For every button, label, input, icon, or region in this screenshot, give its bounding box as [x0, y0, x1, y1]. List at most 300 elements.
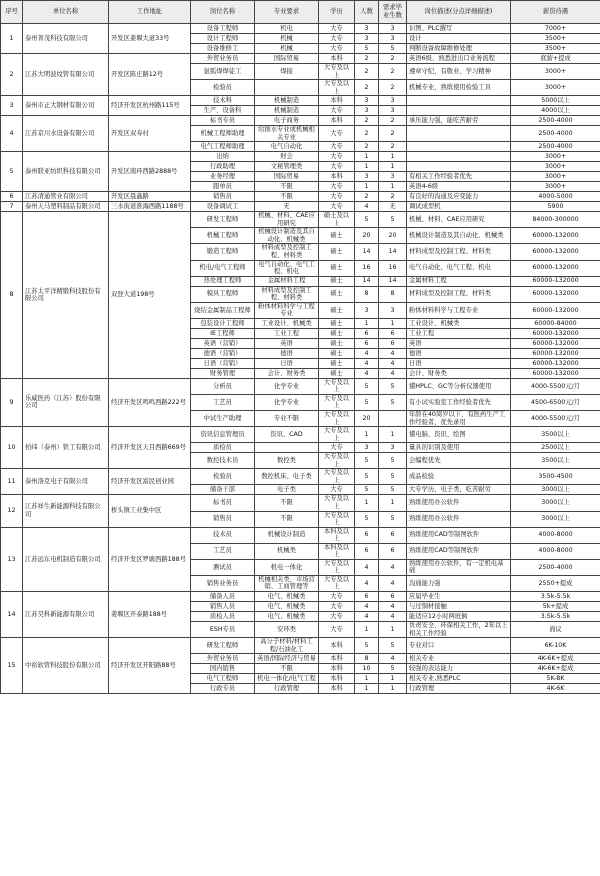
job-title: 财务管理 — [191, 368, 255, 378]
job-title: 资讯信息管理员 — [191, 427, 255, 443]
major-requirement: 电气自动化、电气工程、机电 — [255, 260, 319, 276]
graduate-count: 5 — [379, 511, 407, 527]
salary: 60000-132000 — [511, 286, 600, 302]
headcount: 4 — [355, 575, 379, 591]
job-title: 设计工程师 — [191, 34, 255, 44]
major-requirement: 英语/国际经济与贸易 — [255, 654, 319, 664]
graduate-count: 3 — [379, 34, 407, 44]
salary: 3000+ — [511, 172, 600, 182]
job-description: 熟练使用办公软件 — [407, 495, 511, 511]
company-address: 开发区南环西路2888号 — [109, 152, 191, 192]
graduate-count: 1 — [379, 684, 407, 694]
major-requirement: 工业工程 — [255, 328, 319, 338]
job-description — [407, 126, 511, 142]
major-requirement: 机械制造 — [255, 106, 319, 116]
job-description: 熟练使用CAD等制图软件 — [407, 527, 511, 543]
headcount: 4 — [355, 202, 379, 212]
company-address: 经济开发区富民创业园 — [109, 469, 191, 495]
headcount: 2 — [355, 116, 379, 126]
company-number: 14 — [1, 591, 23, 637]
headcount: 2 — [355, 142, 379, 152]
header-cell: 岗位名称 — [191, 1, 255, 24]
table-row — [1, 638, 600, 654]
job-description: 专业对口 — [407, 638, 511, 654]
table-row — [1, 212, 600, 228]
job-description — [407, 162, 511, 172]
graduate-count: 5 — [379, 469, 407, 485]
table-row — [1, 116, 600, 126]
education: 大专及以上 — [319, 453, 355, 469]
table-body — [1, 24, 600, 694]
graduate-count: 5 — [379, 453, 407, 469]
job-title: 质检员 — [191, 443, 255, 453]
salary: 4000-8000 — [511, 543, 600, 559]
headcount: 2 — [355, 54, 379, 64]
job-description: 相关专业,熟悉PLC — [407, 674, 511, 684]
headcount: 4 — [355, 348, 379, 358]
education: 本科 — [319, 116, 355, 126]
salary: 4000-5000 — [511, 192, 600, 202]
education: 本科 — [319, 638, 355, 654]
graduate-count: 4 — [379, 348, 407, 358]
graduate-count: 14 — [379, 244, 407, 260]
header-cell: 薪资待遇 — [511, 1, 600, 24]
graduate-count: 20 — [379, 228, 407, 244]
major-requirement: 机械设计制造及其自动化、机械类 — [255, 228, 319, 244]
education: 本科 — [319, 684, 355, 694]
major-requirement: 给排水专业或机械相关专业 — [255, 126, 319, 142]
major-requirement: 不限 — [255, 182, 319, 192]
education: 大专 — [319, 34, 355, 44]
graduate-count: 16 — [379, 260, 407, 276]
job-title: 包装设计工程师 — [191, 318, 255, 328]
major-requirement: 机械、材料、CAE应用研究 — [255, 212, 319, 228]
major-requirement: 电气、机械类 — [255, 611, 319, 621]
education: 大专 — [319, 106, 355, 116]
company-address: 开发区晨鑫路 — [109, 192, 191, 202]
company-address: 开发区陈庄路12号 — [109, 54, 191, 96]
education: 大专 — [319, 591, 355, 601]
table-row — [1, 24, 600, 34]
graduate-count: 4 — [379, 559, 407, 575]
job-title: 行政助理 — [191, 162, 255, 172]
salary: 3500+ — [511, 44, 600, 54]
education: 硕士 — [319, 368, 355, 378]
education: 硕士 — [319, 358, 355, 368]
job-description: 相关专业 — [407, 654, 511, 664]
education: 硕士 — [319, 328, 355, 338]
job-title: 英语（营销） — [191, 338, 255, 348]
company-name: 江苏清通管业有限公司 — [23, 192, 109, 202]
job-title: 业务经理 — [191, 172, 255, 182]
graduate-count: 2 — [379, 126, 407, 142]
salary: 84000-300000 — [511, 212, 600, 228]
graduate-count: 1 — [379, 182, 407, 192]
job-description — [407, 106, 511, 116]
graduate-count: 2 — [379, 116, 407, 126]
company-number: 10 — [1, 427, 23, 469]
major-requirement: 机电 — [255, 24, 319, 34]
company-number: 15 — [1, 638, 23, 694]
company-number: 4 — [1, 116, 23, 152]
education: 大专及以上 — [319, 575, 355, 591]
job-title: 工艺员 — [191, 543, 255, 559]
job-description: 应届毕业生 — [407, 591, 511, 601]
major-requirement: 不限 — [255, 192, 319, 202]
job-description: 识图、PLC撰写 — [407, 24, 511, 34]
headcount: 14 — [355, 244, 379, 260]
headcount: 8 — [355, 654, 379, 664]
job-title: 行政专员 — [191, 684, 255, 694]
education: 硕士及以上 — [319, 212, 355, 228]
education: 大专及以上 — [319, 378, 355, 394]
job-title: 数控技术员 — [191, 453, 255, 469]
job-title: 标书专员 — [191, 116, 255, 126]
education: 大专及以上 — [319, 559, 355, 575]
salary: 6K-10K — [511, 638, 600, 654]
job-title: 外贸业务员 — [191, 54, 255, 64]
education: 大专 — [319, 621, 355, 637]
headcount: 2 — [355, 80, 379, 96]
job-description — [407, 142, 511, 152]
graduate-count: 14 — [379, 276, 407, 286]
headcount: 4 — [355, 601, 379, 611]
salary: 3500-4500 — [511, 469, 600, 485]
job-description: 德语 — [407, 348, 511, 358]
company-address: 经济开发区罗塘西路188号 — [109, 527, 191, 591]
graduate-count: 无 — [379, 202, 407, 212]
job-description: 负责安全、环保相关工作，2年以上相关工作经验 — [407, 621, 511, 637]
major-requirement: 国际贸易 — [255, 54, 319, 64]
education: 大专 — [319, 192, 355, 202]
graduate-count: 1 — [379, 162, 407, 172]
salary: 底薪+提成 — [511, 54, 600, 64]
salary: 3000+ — [511, 152, 600, 162]
education: 硕士 — [319, 260, 355, 276]
graduate-count: 3 — [379, 24, 407, 34]
header-row — [1, 1, 600, 24]
headcount: 5 — [355, 638, 379, 654]
company-address: 经济开发区杭州路115号 — [109, 96, 191, 116]
job-title: 设备工程师 — [191, 24, 255, 34]
salary: 3.5k-5.5k — [511, 611, 600, 621]
job-title: 销售业务员 — [191, 575, 255, 591]
company-name: 江苏昊科新能源有限公司 — [23, 591, 109, 637]
education: 大专 — [319, 611, 355, 621]
major-requirement: 日语 — [255, 358, 319, 368]
header-cell: 单位名称 — [23, 1, 109, 24]
salary: 3000+ — [511, 162, 600, 172]
major-requirement: 机械 — [255, 44, 319, 54]
job-title: 销售人员 — [191, 601, 255, 611]
headcount: 5 — [355, 44, 379, 54]
company-number: 11 — [1, 469, 23, 495]
major-requirement: 工业设计、机械类 — [255, 318, 319, 328]
job-title: 机电/电气工程师 — [191, 260, 255, 276]
job-description: 调试成型机 — [407, 202, 511, 212]
headcount: 1 — [355, 182, 379, 192]
education: 硕士 — [319, 244, 355, 260]
job-title: 销售员 — [191, 192, 255, 202]
salary: 60000-84000 — [511, 318, 600, 328]
company-address: 开发区双寿村 — [109, 116, 191, 152]
education: 本科及以上 — [319, 543, 355, 559]
salary: 2550+提成 — [511, 575, 600, 591]
headcount: 6 — [355, 328, 379, 338]
header-cell: 人数 — [355, 1, 379, 24]
salary: 60000-132000 — [511, 276, 600, 286]
company-name: 柏纬（泰州）铁工有限公司 — [23, 427, 109, 469]
job-title: 外贸业务员 — [191, 654, 255, 664]
job-description: 粉体材料科学与工程专业 — [407, 302, 511, 318]
education: 大专 — [319, 162, 355, 172]
graduate-count: 8 — [379, 286, 407, 302]
salary: 4000-5500元/月 — [511, 378, 600, 394]
graduate-count: 6 — [379, 527, 407, 543]
education: 本科 — [319, 172, 355, 182]
salary: 60000-132000 — [511, 302, 600, 318]
headcount: 1 — [355, 152, 379, 162]
job-title: 检验员 — [191, 469, 255, 485]
graduate-count: 1 — [379, 495, 407, 511]
company-number: 1 — [1, 24, 23, 54]
company-number: 12 — [1, 495, 23, 527]
salary: 60000-132000 — [511, 228, 600, 244]
job-title: 销售员 — [191, 511, 255, 527]
salary: 面议 — [511, 621, 600, 637]
education: 大专 — [319, 601, 355, 611]
company-number: 7 — [1, 202, 23, 212]
job-description: 承压能力强，能吃苦耐劳 — [407, 116, 511, 126]
salary: 3000+ — [511, 80, 600, 96]
job-title: 检验员 — [191, 80, 255, 96]
job-title: 锻造工程师 — [191, 244, 255, 260]
headcount: 20 — [355, 411, 379, 427]
education: 本科 — [319, 54, 355, 64]
graduate-count: 2 — [379, 80, 407, 96]
headcount: 1 — [355, 684, 379, 694]
header-cell: 岗位描述(分点详细描述) — [407, 1, 511, 24]
job-title: 储备干部 — [191, 485, 255, 495]
job-description: 量具的识别及使用 — [407, 443, 511, 453]
major-requirement: 专业不限 — [255, 411, 319, 427]
job-title: 跟单员 — [191, 182, 255, 192]
major-requirement: 机械类 — [255, 543, 319, 559]
job-title: 研发工程师 — [191, 212, 255, 228]
education: 硕士 — [319, 318, 355, 328]
company-name: 中裕软管科技股份有限公司 — [23, 638, 109, 694]
job-title: 机械工程师 — [191, 228, 255, 244]
major-requirement: 数控类 — [255, 453, 319, 469]
graduate-count — [379, 411, 407, 427]
salary: 4K-6K — [511, 684, 600, 694]
education: 大专及以上 — [319, 64, 355, 80]
job-description: 懂电脑、资讯、绘图 — [407, 427, 511, 443]
major-requirement: 机械制造 — [255, 96, 319, 106]
education: 硕士 — [319, 276, 355, 286]
job-description: 大专学历，电子类，吃苦耐劳 — [407, 485, 511, 495]
major-requirement: 数控机床、电子类 — [255, 469, 319, 485]
headcount: 1 — [355, 674, 379, 684]
headcount: 3 — [355, 24, 379, 34]
company-address: 姜堰区开泰路188号 — [109, 591, 191, 637]
graduate-count: 6 — [379, 338, 407, 348]
major-requirement: 金属材料工程 — [255, 276, 319, 286]
job-description: 机械设计制造及其自动化、机械类 — [407, 228, 511, 244]
education: 大专及以上 — [319, 469, 355, 485]
graduate-count: 3 — [379, 172, 407, 182]
job-description: 日语 — [407, 358, 511, 368]
company-number: 13 — [1, 527, 23, 591]
header-cell: 专业要求 — [255, 1, 319, 24]
headcount: 5 — [355, 469, 379, 485]
major-requirement: 电气自动化 — [255, 142, 319, 152]
salary: 2500以上 — [511, 443, 600, 453]
education: 大专 — [319, 142, 355, 152]
major-requirement: 国际贸易 — [255, 172, 319, 182]
graduate-count: 2 — [379, 54, 407, 64]
job-title: 热处理工程师 — [191, 276, 255, 286]
company-address: 三水街道淮海西路1188号 — [109, 202, 191, 212]
education: 大专及以上 — [319, 427, 355, 443]
major-requirement: 不限 — [255, 664, 319, 674]
salary: 3000+ — [511, 64, 600, 80]
table-row — [1, 96, 600, 106]
company-name: 泰州天马塑料制品有限公司 — [23, 202, 109, 212]
education: 大专及以上 — [319, 411, 355, 427]
headcount: 5 — [355, 394, 379, 410]
graduate-count: 2 — [379, 142, 407, 152]
education: 本科 — [319, 664, 355, 674]
job-description: 与过铜材接触 — [407, 601, 511, 611]
education: 本科及以上 — [319, 527, 355, 543]
company-number: 5 — [1, 152, 23, 192]
headcount: 1 — [355, 318, 379, 328]
job-description: 机械专业，熟练使用检验工具 — [407, 80, 511, 96]
company-name: 乐威医药（江苏）股份有限公司 — [23, 378, 109, 426]
salary: 3000+ — [511, 182, 600, 192]
education: 本科 — [319, 674, 355, 684]
headcount: 6 — [355, 527, 379, 543]
major-requirement: 化学专业 — [255, 378, 319, 394]
graduate-count: 5 — [379, 378, 407, 394]
job-title: ESH专员 — [191, 621, 255, 637]
headcount: 1 — [355, 427, 379, 443]
education: 大专 — [319, 24, 355, 34]
headcount: 3 — [355, 34, 379, 44]
major-requirement: 会计、财务类 — [255, 368, 319, 378]
graduate-count: 1 — [379, 621, 407, 637]
salary: 60000-132000 — [511, 244, 600, 260]
graduate-count: 6 — [379, 543, 407, 559]
job-description: 会计、财务类 — [407, 368, 511, 378]
major-requirement: 文秘管理类 — [255, 162, 319, 172]
job-description: 成品检验 — [407, 469, 511, 485]
headcount: 3 — [355, 172, 379, 182]
salary: 2500-4000 — [511, 142, 600, 152]
graduate-count: 5 — [379, 44, 407, 54]
job-description: 材料成型及控制工程、材料类 — [407, 244, 511, 260]
education: 大专 — [319, 126, 355, 142]
company-address: 开发区姜堰大道33号 — [109, 24, 191, 54]
job-title: 技术员 — [191, 527, 255, 543]
graduate-count: 5 — [379, 638, 407, 654]
major-requirement: 机械 — [255, 34, 319, 44]
headcount: 3 — [355, 302, 379, 318]
education: 大专 — [319, 202, 355, 212]
headcount: 5 — [355, 212, 379, 228]
salary: 2500-4000 — [511, 126, 600, 142]
job-title: 出纳 — [191, 152, 255, 162]
salary: 5K-8K — [511, 674, 600, 684]
salary: 3000以上 — [511, 495, 600, 511]
headcount: 2 — [355, 192, 379, 202]
major-requirement: 粉体材料科学与工程专业 — [255, 302, 319, 318]
table-row — [1, 427, 600, 443]
major-requirement: 安环类 — [255, 621, 319, 637]
headcount: 1 — [355, 621, 379, 637]
salary: 3500+ — [511, 34, 600, 44]
company-number: 3 — [1, 96, 23, 116]
major-requirement: 材料成型及控制工程、材料类 — [255, 244, 319, 260]
job-title: 模具工程师 — [191, 286, 255, 302]
major-requirement: 不限 — [255, 495, 319, 511]
job-title: 工艺员 — [191, 394, 255, 410]
headcount: 10 — [355, 664, 379, 674]
job-title: 德语（营销） — [191, 348, 255, 358]
salary: 60000-132000 — [511, 260, 600, 276]
job-title: 中试生产助理 — [191, 411, 255, 427]
job-description: 沟通能力强 — [407, 575, 511, 591]
headcount: 1 — [355, 162, 379, 172]
job-description: 英语4-6级 — [407, 182, 511, 192]
major-requirement: 电子类 — [255, 485, 319, 495]
job-description: 英语6级、熟悉进出口业务流程 — [407, 54, 511, 64]
job-title: 技术科 — [191, 96, 255, 106]
company-address: 双登大道198号 — [109, 212, 191, 379]
graduate-count: 3 — [379, 302, 407, 318]
job-description: 行政管理 — [407, 684, 511, 694]
salary: 4500-6500元/月 — [511, 394, 600, 410]
headcount: 3 — [355, 443, 379, 453]
salary: 4000-5500元/月 — [511, 411, 600, 427]
education: 大专 — [319, 182, 355, 192]
major-requirement: 化学专业 — [255, 394, 319, 410]
headcount: 16 — [355, 260, 379, 276]
company-number: 9 — [1, 378, 23, 426]
job-title: 烧结金属制品工程师 — [191, 302, 255, 318]
graduate-count: 4 — [379, 654, 407, 664]
graduate-count: 5 — [379, 394, 407, 410]
salary: 4K-6K+提成 — [511, 654, 600, 664]
graduate-count: 1 — [379, 674, 407, 684]
salary: 3000以上 — [511, 511, 600, 527]
job-title: 设备调试工 — [191, 202, 255, 212]
headcount: 20 — [355, 228, 379, 244]
major-requirement: 机电一体化/电气工程 — [255, 674, 319, 684]
table-row — [1, 591, 600, 601]
company-address: 经济开发区开阳路88号 — [109, 638, 191, 694]
salary: 2500-4000 — [511, 559, 600, 575]
major-requirement: 资讯、CAD — [255, 427, 319, 443]
header-cell: 序号 — [1, 1, 23, 24]
table-row — [1, 54, 600, 64]
company-address: 经济开发区天目西路669号 — [109, 427, 191, 469]
salary: 7000+ — [511, 24, 600, 34]
graduate-count: 1 — [379, 318, 407, 328]
major-requirement: 德语 — [255, 348, 319, 358]
job-title: 标书员 — [191, 495, 255, 511]
